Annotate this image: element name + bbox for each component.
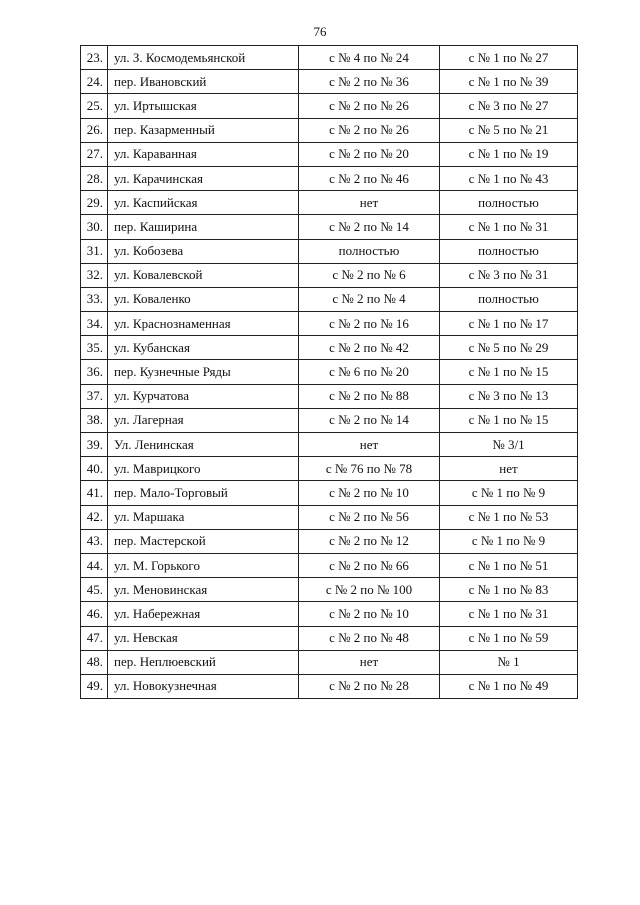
table-row xyxy=(81,384,578,408)
even-houses: с № 2 по № 6 xyxy=(299,263,440,287)
even-houses: с № 2 по № 14 xyxy=(299,408,440,432)
odd-houses: с № 1 по № 9 xyxy=(440,529,578,553)
page-number: 76 xyxy=(313,24,327,39)
table-row xyxy=(81,239,578,263)
even-houses: нет xyxy=(299,650,440,674)
even-houses: с № 2 по № 10 xyxy=(299,481,440,505)
table-row xyxy=(81,481,578,505)
street-name: пер. Ивановский xyxy=(108,70,299,94)
odd-houses: с № 1 по № 19 xyxy=(440,142,578,166)
street-name: ул. Каспийская xyxy=(108,191,299,215)
odd-houses: с № 3 по № 27 xyxy=(440,94,578,118)
odd-houses: с № 1 по № 17 xyxy=(440,312,578,336)
row-number: 27. xyxy=(81,142,108,166)
row-number: 28. xyxy=(81,166,108,190)
street-name: ул. М. Горького xyxy=(108,553,299,577)
street-name: ул. З. Космодемьянской xyxy=(108,46,299,70)
table-row xyxy=(81,505,578,529)
table-row xyxy=(81,408,578,432)
even-houses: с № 2 по № 16 xyxy=(299,312,440,336)
street-name: ул. Коваленко xyxy=(108,287,299,311)
street-name: ул. Лагерная xyxy=(108,408,299,432)
even-houses: полностью xyxy=(299,239,440,263)
street-name: пер. Кузнечные Ряды xyxy=(108,360,299,384)
odd-houses: с № 1 по № 27 xyxy=(440,46,578,70)
odd-houses: с № 1 по № 83 xyxy=(440,578,578,602)
row-number: 45. xyxy=(81,578,108,602)
row-number: 49. xyxy=(81,674,108,698)
odd-houses: № 3/1 xyxy=(440,433,578,457)
street-name: ул. Кубанская xyxy=(108,336,299,360)
odd-houses: полностью xyxy=(440,287,578,311)
even-houses: с № 2 по № 14 xyxy=(299,215,440,239)
odd-houses: с № 1 по № 49 xyxy=(440,674,578,698)
even-houses: с № 2 по № 66 xyxy=(299,553,440,577)
row-number: 42. xyxy=(81,505,108,529)
table-row xyxy=(81,142,578,166)
street-name: ул. Маврицкого xyxy=(108,457,299,481)
row-number: 41. xyxy=(81,481,108,505)
row-number: 38. xyxy=(81,408,108,432)
table-row xyxy=(81,433,578,457)
row-number: 47. xyxy=(81,626,108,650)
row-number: 31. xyxy=(81,239,108,263)
row-number: 36. xyxy=(81,360,108,384)
table-row xyxy=(81,312,578,336)
table-row xyxy=(81,70,578,94)
row-number: 43. xyxy=(81,529,108,553)
table-row xyxy=(81,215,578,239)
row-number: 44. xyxy=(81,553,108,577)
row-number: 25. xyxy=(81,94,108,118)
odd-houses: с № 1 по № 15 xyxy=(440,408,578,432)
table-row xyxy=(81,553,578,577)
row-number: 39. xyxy=(81,433,108,457)
street-name: ул. Меновинская xyxy=(108,578,299,602)
table-row xyxy=(81,578,578,602)
odd-houses: с № 1 по № 59 xyxy=(440,626,578,650)
table-body xyxy=(81,46,578,699)
even-houses: с № 2 по № 100 xyxy=(299,578,440,602)
row-number: 48. xyxy=(81,650,108,674)
even-houses: нет xyxy=(299,191,440,215)
table-row xyxy=(81,529,578,553)
even-houses: с № 2 по № 56 xyxy=(299,505,440,529)
table-row xyxy=(81,191,578,215)
table-row xyxy=(81,94,578,118)
row-number: 37. xyxy=(81,384,108,408)
odd-houses: с № 1 по № 31 xyxy=(440,602,578,626)
street-name: ул. Набережная xyxy=(108,602,299,626)
street-name: пер. Мало-Торговый xyxy=(108,481,299,505)
odd-houses: с № 1 по № 9 xyxy=(440,481,578,505)
row-number: 24. xyxy=(81,70,108,94)
even-houses: с № 2 по № 26 xyxy=(299,94,440,118)
street-name: пер. Каширина xyxy=(108,215,299,239)
odd-houses: с № 1 по № 51 xyxy=(440,553,578,577)
row-number: 46. xyxy=(81,602,108,626)
streets-table xyxy=(80,45,578,699)
odd-houses: с № 3 по № 13 xyxy=(440,384,578,408)
street-name: ул. Курчатова xyxy=(108,384,299,408)
row-number: 34. xyxy=(81,312,108,336)
table-row xyxy=(81,336,578,360)
street-name: ул. Маршака xyxy=(108,505,299,529)
odd-houses: с № 5 по № 29 xyxy=(440,336,578,360)
even-houses: с № 6 по № 20 xyxy=(299,360,440,384)
odd-houses: с № 1 по № 43 xyxy=(440,166,578,190)
odd-houses: № 1 xyxy=(440,650,578,674)
odd-houses: с № 1 по № 31 xyxy=(440,215,578,239)
street-name: ул. Ковалевской xyxy=(108,263,299,287)
street-name: пер. Мастерской xyxy=(108,529,299,553)
row-number: 30. xyxy=(81,215,108,239)
table-row xyxy=(81,360,578,384)
table-row xyxy=(81,263,578,287)
street-name: ул. Карачинская xyxy=(108,166,299,190)
odd-houses: с № 1 по № 53 xyxy=(440,505,578,529)
row-number: 32. xyxy=(81,263,108,287)
even-houses: с № 2 по № 28 xyxy=(299,674,440,698)
even-houses: с № 2 по № 10 xyxy=(299,602,440,626)
odd-houses: с № 1 по № 15 xyxy=(440,360,578,384)
table-row xyxy=(81,674,578,698)
even-houses: с № 2 по № 46 xyxy=(299,166,440,190)
row-number: 33. xyxy=(81,287,108,311)
odd-houses: с № 3 по № 31 xyxy=(440,263,578,287)
table-row xyxy=(81,457,578,481)
odd-houses: нет xyxy=(440,457,578,481)
even-houses: с № 4 по № 24 xyxy=(299,46,440,70)
row-number: 40. xyxy=(81,457,108,481)
row-number: 29. xyxy=(81,191,108,215)
table-row xyxy=(81,650,578,674)
street-name: ул. Краснознаменная xyxy=(108,312,299,336)
street-name: ул. Караванная xyxy=(108,142,299,166)
street-name: ул. Новокузнечная xyxy=(108,674,299,698)
even-houses: с № 2 по № 42 xyxy=(299,336,440,360)
even-houses: с № 76 по № 78 xyxy=(299,457,440,481)
table-row xyxy=(81,602,578,626)
row-number: 35. xyxy=(81,336,108,360)
even-houses: с № 2 по № 4 xyxy=(299,287,440,311)
even-houses: с № 2 по № 26 xyxy=(299,118,440,142)
odd-houses: с № 5 по № 21 xyxy=(440,118,578,142)
table-row xyxy=(81,46,578,70)
street-name: пер. Казарменный xyxy=(108,118,299,142)
even-houses: с № 2 по № 48 xyxy=(299,626,440,650)
street-name: ул. Иртышская xyxy=(108,94,299,118)
odd-houses: полностью xyxy=(440,239,578,263)
even-houses: с № 2 по № 20 xyxy=(299,142,440,166)
odd-houses: с № 1 по № 39 xyxy=(440,70,578,94)
odd-houses: полностью xyxy=(440,191,578,215)
street-name: ул. Невская xyxy=(108,626,299,650)
street-name: Ул. Ленинская xyxy=(108,433,299,457)
even-houses: нет xyxy=(299,433,440,457)
even-houses: с № 2 по № 36 xyxy=(299,70,440,94)
row-number: 26. xyxy=(81,118,108,142)
table-row xyxy=(81,166,578,190)
table-row xyxy=(81,287,578,311)
table-row xyxy=(81,626,578,650)
row-number: 23. xyxy=(81,46,108,70)
even-houses: с № 2 по № 12 xyxy=(299,529,440,553)
even-houses: с № 2 по № 88 xyxy=(299,384,440,408)
table-row xyxy=(81,118,578,142)
street-name: ул. Кобозева xyxy=(108,239,299,263)
street-name: пер. Неплюевский xyxy=(108,650,299,674)
